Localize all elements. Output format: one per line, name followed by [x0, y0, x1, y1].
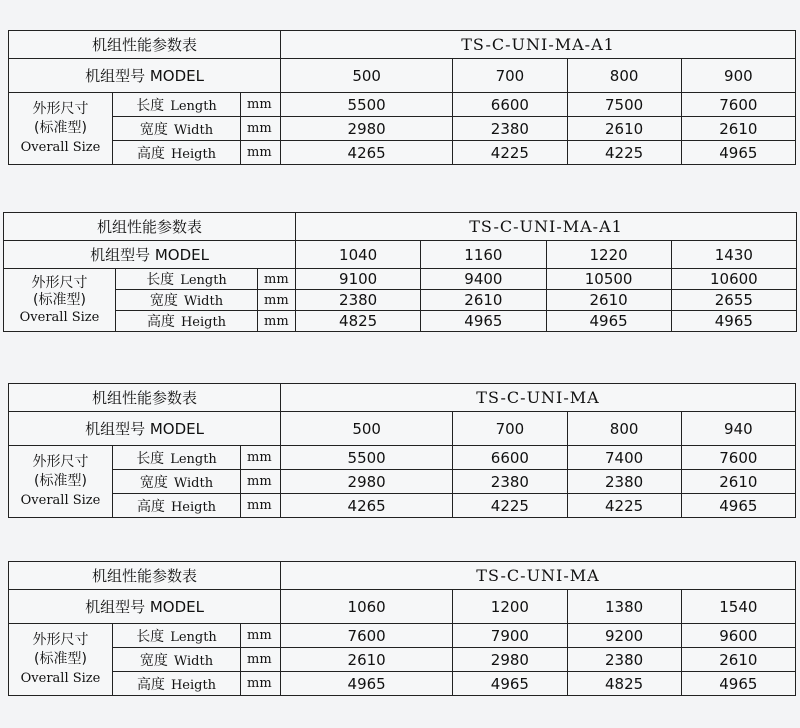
model-label: 机组型号 MODEL: [9, 590, 281, 624]
model-number: 700: [453, 412, 567, 446]
model-number: 940: [681, 412, 795, 446]
model-number: 1380: [567, 590, 681, 624]
param-width-label: [113, 117, 241, 141]
param-length-label: [113, 93, 241, 117]
value-cell: 2380: [453, 117, 567, 141]
model-series: TS-C-UNI-MA: [281, 384, 796, 412]
param-cn: 宽度: [139, 121, 168, 138]
param-en: Width: [173, 653, 214, 669]
value-cell: 4825: [296, 311, 421, 332]
model-label: 机组型号 MODEL: [4, 241, 296, 269]
param-en: Heigth: [170, 499, 217, 515]
unit: mm: [241, 672, 281, 696]
param-en: Length: [180, 273, 227, 288]
value-cell: 4965: [421, 311, 546, 332]
param-en: Heigth: [180, 315, 227, 330]
value-cell: 2610: [567, 117, 681, 141]
table-title: 机组性能参数表: [9, 562, 281, 590]
spec-table-2: [3, 212, 797, 332]
value-cell: 9600: [681, 624, 795, 648]
value-cell: 4265: [281, 494, 453, 518]
value-cell: 4965: [681, 494, 795, 518]
param-cn: 长度: [136, 450, 165, 467]
param-width-label: [113, 470, 241, 494]
unit: mm: [241, 117, 281, 141]
param-en: Length: [170, 451, 217, 467]
param-cn: 宽度: [139, 652, 168, 669]
overall-size-label: [9, 624, 113, 696]
model-number: 1540: [681, 590, 795, 624]
unit: mm: [241, 446, 281, 470]
param-en: Length: [170, 629, 217, 645]
value-cell: 2610: [681, 470, 795, 494]
size-standard-label: (标准型): [34, 120, 87, 136]
value-cell: 4225: [567, 141, 681, 165]
value-cell: 2380: [296, 290, 421, 311]
value-cell: 4965: [546, 311, 671, 332]
size-cn-label: 外形尺寸: [32, 454, 89, 470]
unit: mm: [241, 470, 281, 494]
value-cell: 4225: [453, 141, 567, 165]
value-cell: 4265: [281, 141, 453, 165]
value-cell: 9400: [421, 269, 546, 290]
value-cell: 4225: [453, 494, 567, 518]
value-cell: 2380: [453, 470, 567, 494]
table-title: 机组性能参数表: [9, 31, 281, 59]
value-cell: 4965: [453, 672, 567, 696]
model-series: TS-C-UNI-MA-A1: [281, 31, 796, 59]
param-en: Heigth: [170, 146, 217, 162]
param-height-label: [113, 672, 241, 696]
unit: mm: [241, 494, 281, 518]
table-title: 机组性能参数表: [4, 213, 296, 241]
value-cell: 4225: [567, 494, 681, 518]
value-cell: 2380: [567, 648, 681, 672]
param-cn: 高度: [146, 314, 175, 330]
model-number: 800: [567, 59, 681, 93]
model-number: 500: [281, 412, 453, 446]
unit: mm: [241, 624, 281, 648]
param-en: Heigth: [170, 677, 217, 693]
overall-size-label: [9, 93, 113, 165]
value-cell: 4965: [281, 672, 453, 696]
param-cn: 高度: [136, 145, 165, 162]
param-height-label: [116, 311, 258, 332]
spec-table-1: [8, 30, 796, 165]
unit: mm: [241, 648, 281, 672]
size-standard-label: (标准型): [34, 651, 87, 667]
value-cell: 4825: [567, 672, 681, 696]
spec-table-3: [8, 383, 796, 518]
model-series: TS-C-UNI-MA: [281, 562, 796, 590]
model-series: TS-C-UNI-MA-A1: [296, 213, 797, 241]
model-label: 机组型号 MODEL: [9, 412, 281, 446]
param-width-label: [113, 648, 241, 672]
value-cell: 2610: [281, 648, 453, 672]
spec-table-4: [8, 561, 796, 696]
model-number: 1040: [296, 241, 421, 269]
model-number: 700: [453, 59, 567, 93]
value-cell: 4965: [681, 672, 795, 696]
value-cell: 7400: [567, 446, 681, 470]
value-cell: 9200: [567, 624, 681, 648]
size-cn-label: 外形尺寸: [31, 274, 88, 291]
value-cell: 2610: [421, 290, 546, 311]
size-en-label: Overall Size: [19, 309, 100, 325]
model-number: 1200: [453, 590, 567, 624]
value-cell: 6600: [453, 93, 567, 117]
value-cell: 7900: [453, 624, 567, 648]
model-number: 900: [681, 59, 795, 93]
param-width-label: [116, 290, 258, 311]
value-cell: 7600: [681, 446, 795, 470]
value-cell: 7500: [567, 93, 681, 117]
unit: mm: [258, 311, 296, 332]
param-en: Width: [173, 122, 214, 138]
value-cell: 5500: [281, 446, 453, 470]
value-cell: 9100: [296, 269, 421, 290]
unit: mm: [258, 269, 296, 290]
value-cell: 2610: [681, 648, 795, 672]
unit: mm: [241, 93, 281, 117]
value-cell: 10500: [546, 269, 671, 290]
param-en: Width: [173, 475, 214, 491]
size-en-label: Overall Size: [20, 671, 101, 686]
size-cn-label: 外形尺寸: [32, 632, 89, 648]
param-en: Width: [183, 294, 224, 309]
param-height-label: [113, 494, 241, 518]
param-length-label: [113, 624, 241, 648]
param-cn: 长度: [136, 628, 165, 645]
param-length-label: [116, 269, 258, 290]
value-cell: 2380: [567, 470, 681, 494]
param-height-label: [113, 141, 241, 165]
overall-size-label: [9, 446, 113, 518]
value-cell: 7600: [281, 624, 453, 648]
value-cell: 2980: [281, 117, 453, 141]
param-cn: 宽度: [149, 293, 178, 309]
param-cn: 高度: [136, 676, 165, 693]
model-number: 500: [281, 59, 453, 93]
table-title: 机组性能参数表: [9, 384, 281, 412]
model-number: 1430: [671, 241, 796, 269]
value-cell: 4965: [681, 141, 795, 165]
model-number: 1220: [546, 241, 671, 269]
size-en-label: Overall Size: [20, 140, 101, 155]
value-cell: 6600: [453, 446, 567, 470]
param-en: Length: [170, 98, 217, 114]
param-length-label: [113, 446, 241, 470]
value-cell: 2655: [671, 290, 796, 311]
model-number: 1160: [421, 241, 546, 269]
model-number: 800: [567, 412, 681, 446]
param-cn: 长度: [136, 97, 165, 114]
model-number: 1060: [281, 590, 453, 624]
model-label: 机组型号 MODEL: [9, 59, 281, 93]
value-cell: 5500: [281, 93, 453, 117]
size-cn-label: 外形尺寸: [32, 101, 89, 117]
size-standard-label: (标准型): [34, 473, 87, 489]
value-cell: 2980: [453, 648, 567, 672]
value-cell: 2980: [281, 470, 453, 494]
value-cell: 10600: [671, 269, 796, 290]
size-en-label: Overall Size: [20, 493, 101, 508]
unit: mm: [258, 290, 296, 311]
size-standard-label: (标准型): [33, 291, 86, 308]
value-cell: 4965: [671, 311, 796, 332]
value-cell: 2610: [681, 117, 795, 141]
overall-size-label: [4, 269, 116, 332]
param-cn: 宽度: [139, 474, 168, 491]
param-cn: 长度: [146, 272, 175, 288]
value-cell: 7600: [681, 93, 795, 117]
value-cell: 2610: [546, 290, 671, 311]
unit: mm: [241, 141, 281, 165]
param-cn: 高度: [136, 498, 165, 515]
